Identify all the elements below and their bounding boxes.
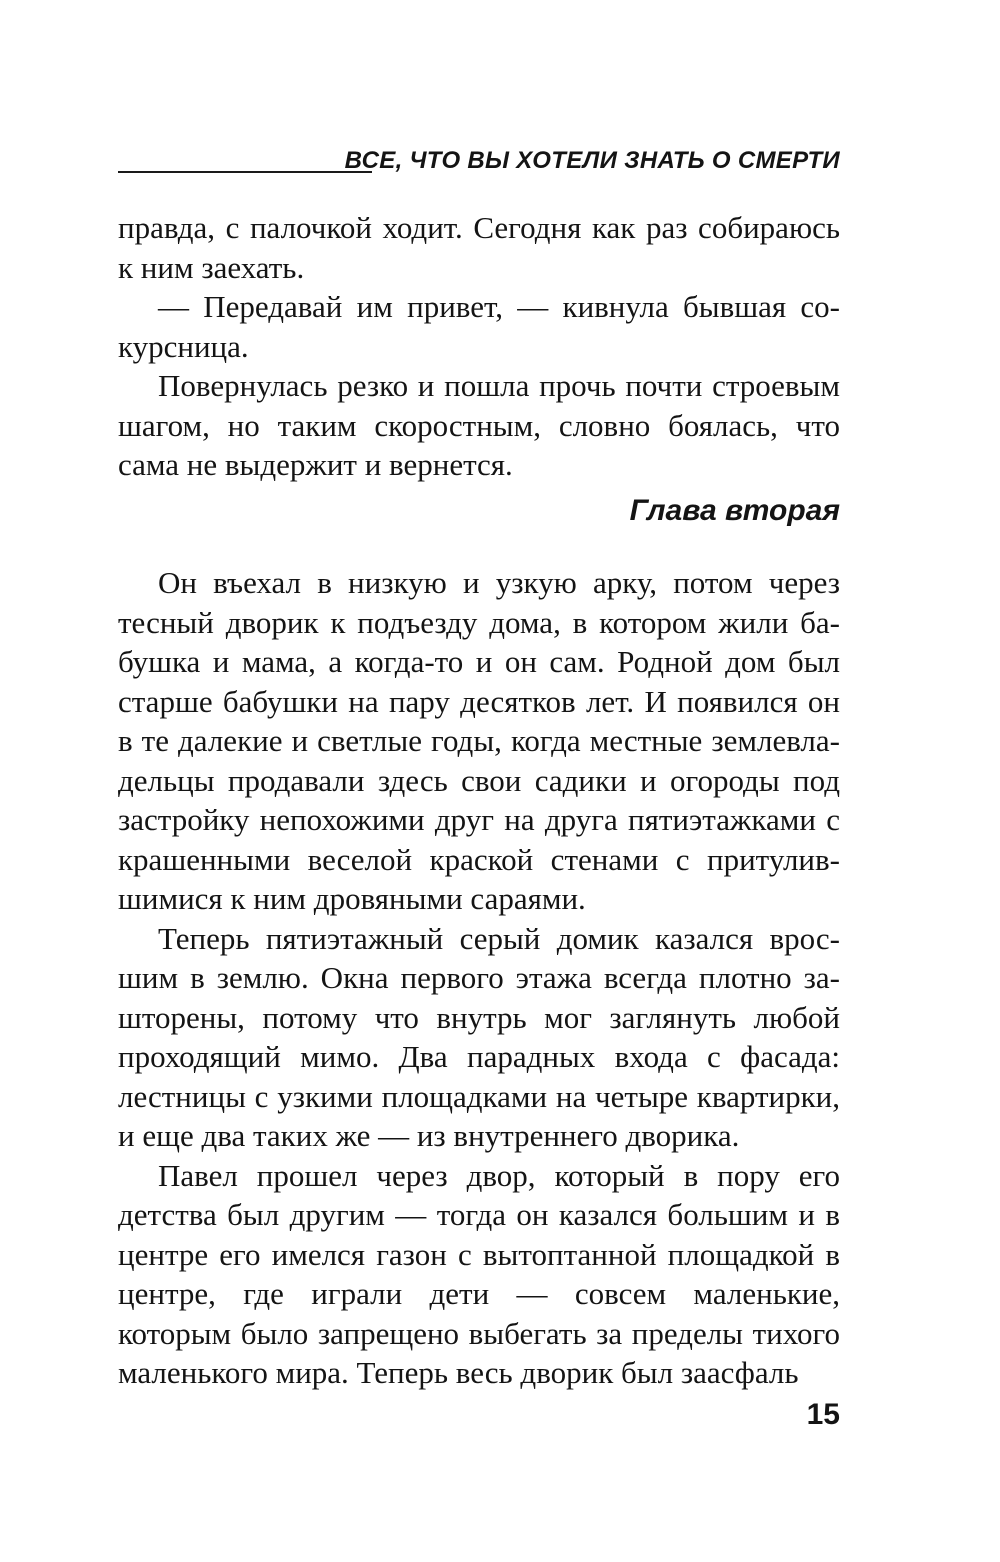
running-header [118,143,840,183]
chapter-heading: Глава вторая [629,494,840,527]
paragraph: Он въехал в низкую и узкую арку, потом через тесный дворик к подъезду дома, в котором жили бабушка и мама, а когда-то и он сам. Родной дом был старше бабушки на пару десятков лет. И появился он в те далекие и светлые годы, когда местные землевладельцы продавали здесь свои садики и огороды под застройку непохожими друг на друга пятиэтажками с крашенными веселой краской стенами с притулившимися к ним дровяными сараями. [118,565,840,916]
page-number: 15 [806,1398,840,1431]
text-block-before-chapter [118,208,840,485]
text-block-chapter-body [118,563,840,1393]
paragraph: Павел прошел через двор, который в пору его детства был другим — тогда он казался большим и в центре его имелся газон с вытоптанной площадкой в центре, где играли дети — совсем маленькие, которым было запрещено выбегать за пределы тихого маленького мира. Теперь весь дворик был заасфаль [118,1157,840,1390]
paragraph: — Передавай им привет, — кивнула бывшая сокурсница. [118,289,840,364]
header-rule [118,171,372,173]
paragraph: Теперь пятиэтажный серый домик казался вросшим в землю. Окна первого этажа всегда плотно зашторены, потому что внутрь мог заглянуть любой проходящий мимо. Два парадных входа с фасада: лестницы с узкими площадками на четыре квартирки, и еще два таких же — из внутреннего дворика. [118,920,840,1153]
paragraph: правда, с палочкой ходит. Сегодня как раз собираюсь к ним заехать. [118,210,840,285]
paragraph: Повернулась резко и пошла прочь почти строевым шагом, но таким скоростным, словно боялась, что сама не выдержит и вернется. [118,368,840,482]
running-title: ВСЕ, ЧТО ВЫ ХОТЕЛИ ЗНАТЬ О СМЕРТИ [344,147,840,174]
